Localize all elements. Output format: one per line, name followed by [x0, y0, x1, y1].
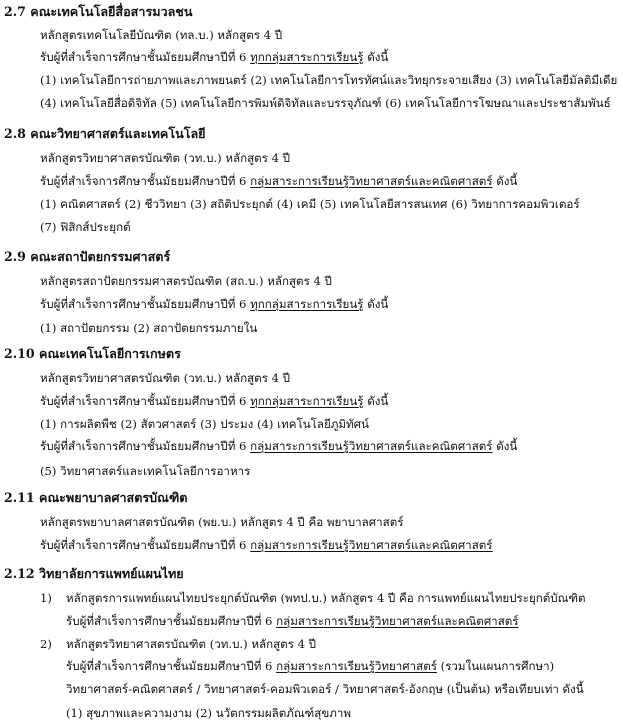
admission-line [40, 296, 388, 312]
numbered-item [40, 636, 316, 652]
program-line: หลักสูตรสถาปัตยกรรมศาสตรบัณฑิต (สถ.บ.) หลักสูตร 4 ปี [40, 274, 332, 288]
subject-group-requirement: กลุ่มสาระการเรียนรู้วิทยาศาสตร์ [276, 659, 437, 673]
section-heading-2-8: 2.8 คณะวิทยาศาสตร์และเทคโนโลยี [4, 126, 206, 141]
majors-line: (1) สถาปัตยกรรม (2) สถาปัตยกรรมภายใน [40, 321, 258, 335]
admission-prefix: รับผู้ที่สำเร็จการศึกษาชั้นมัธยมศึกษาปีที่ 6 [40, 50, 247, 64]
admission-line [40, 537, 493, 553]
admission-prefix: รับผู้ที่สำเร็จการศึกษาชั้นมัธยมศึกษาปีที่ 6 [40, 297, 247, 311]
program-line: หลักสูตรวิทยาศาสตรบัณฑิต (วท.บ.) หลักสูตร 4 ปี [66, 637, 317, 651]
subject-group-requirement: ทุกกลุ่มสาระการเรียนรู้ [250, 297, 364, 311]
admission-suffix: ดังนี้ [367, 297, 389, 311]
admission-line [66, 613, 519, 629]
admission-suffix: ดังนี้ [496, 174, 518, 188]
admission-suffix: ดังนี้ [367, 50, 389, 64]
subject-group-requirement: กลุ่มสาระการเรียนรู้วิทยาศาสตร์และคณิตศาสตร์ [250, 174, 493, 188]
section-heading-2-10: 2.10 คณะเทคโนโลยีการเกษตร [4, 346, 181, 361]
majors-line: (4) เทคโนโลยีสื่อดิจิทัล (5) เทคโนโลยีการพิมพ์ดิจิทัลและบรรจุภัณฑ์ (6) เทคโนโลยีการโฆษณาและประชาสัมพันธ์ [40, 96, 611, 110]
admission-line [66, 658, 554, 674]
admission-line [40, 173, 517, 189]
study-plans-line: วิทยาศาสตร์-คณิตศาสตร์ / วิทยาศาสตร์-คอมพิวเตอร์ / วิทยาศาสตร์-อังกฤษ (เป็นต้น) หรือเทียบเท่า ดังนี้ [66, 682, 584, 696]
subject-group-requirement: กลุ่มสาระการเรียนรู้วิทยาศาสตร์และคณิตศาสตร์ [276, 614, 519, 628]
majors-line: (7) ฟิสิกส์ประยุกต์ [40, 220, 131, 234]
item-number: 1) [40, 591, 52, 605]
admission-prefix: รับผู้ที่สำเร็จการศึกษาชั้นมัธยมศึกษาปีที่ 6 [40, 439, 247, 453]
admission-prefix: รับผู้ที่สำเร็จการศึกษาชั้นมัธยมศึกษาปีที่ 6 [40, 394, 247, 408]
admission-line [40, 49, 388, 65]
admission-line [40, 393, 388, 409]
majors-line: (5) วิทยาศาสตร์และเทคโนโลยีการอาหาร [40, 464, 251, 478]
program-line: หลักสูตรเทคโนโลยีบัณฑิต (ทล.บ.) หลักสูตร 4 ปี [40, 28, 283, 42]
subject-group-requirement: กลุ่มสาระการเรียนรู้วิทยาศาสตร์และคณิตศาสตร์ [250, 439, 493, 453]
admission-prefix: รับผู้ที่สำเร็จการศึกษาชั้นมัธยมศึกษาปีที่ 6 [66, 659, 273, 673]
admission-prefix: รับผู้ที่สำเร็จการศึกษาชั้นมัธยมศึกษาปีที่ 6 [40, 538, 247, 552]
majors-line: (1) คณิตศาสตร์ (2) ชีววิทยา (3) สถิติประยุกต์ (4) เคมี (5) เทคโนโลยีสารสนเทศ (6) วิทยาการคอมพิวเตอร์ [40, 197, 580, 211]
majors-line: (1) การผลิตพืช (2) สัตวศาสตร์ (3) ประมง (4) เทคโนโลยีภูมิทัศน์ [40, 417, 369, 431]
admission-suffix: ดังนี้ [367, 394, 389, 408]
program-line: หลักสูตรวิทยาศาสตรบัณฑิต (วท.บ.) หลักสูตร 4 ปี [40, 151, 291, 165]
admission-prefix: รับผู้ที่สำเร็จการศึกษาชั้นมัธยมศึกษาปีที่ 6 [40, 174, 247, 188]
program-line: หลักสูตรวิทยาศาสตรบัณฑิต (วท.บ.) หลักสูตร 4 ปี [40, 371, 291, 385]
numbered-item [40, 590, 586, 606]
program-line: หลักสูตรการแพทย์แผนไทยประยุกต์บัณฑิต (พทป.บ.) หลักสูตร 4 ปี คือ การแพทย์แผนไทยประยุกต์บัณฑิต [66, 591, 586, 605]
section-heading-2-9: 2.9 คณะสถาปัตยกรรมศาสตร์ [4, 249, 171, 264]
section-heading-2-12: 2.12 วิทยาลัยการแพทย์แผนไทย [4, 566, 184, 581]
admission-line [40, 438, 517, 454]
section-heading-2-11: 2.11 คณะพยาบาลศาสตรบัณฑิต [4, 490, 188, 505]
majors-line: (1) เทคโนโลยีการถ่ายภาพและภาพยนตร์ (2) เทคโนโลยีการโทรทัศน์และวิทยุกระจายเสียง (3) เทคโนโลยีมัลติมีเดีย [40, 73, 618, 87]
admission-suffix: (รวมในแผนการศึกษา) [440, 659, 555, 673]
item-number: 2) [40, 637, 52, 651]
program-line: หลักสูตรพยาบาลศาสตรบัณฑิต (พย.บ.) หลักสูตร 4 ปี คือ พยาบาลศาสตร์ [40, 515, 404, 529]
subject-group-requirement: กลุ่มสาระการเรียนรู้วิทยาศาสตร์และคณิตศาสตร์ [250, 538, 493, 552]
majors-line: (1) สุขภาพและความงาม (2) นวัตกรรมผลิตภัณฑ์สุขภาพ [66, 706, 352, 720]
subject-group-requirement: ทุกกลุ่มสาระการเรียนรู้ [250, 50, 364, 64]
subject-group-requirement: ทุกกลุ่มสาระการเรียนรู้ [250, 394, 364, 408]
admission-suffix: ดังนี้ [496, 439, 518, 453]
section-heading-2-7: 2.7 คณะเทคโนโลยีสื่อสารมวลชน [4, 4, 193, 19]
admission-prefix: รับผู้ที่สำเร็จการศึกษาชั้นมัธยมศึกษาปีที่ 6 [66, 614, 273, 628]
